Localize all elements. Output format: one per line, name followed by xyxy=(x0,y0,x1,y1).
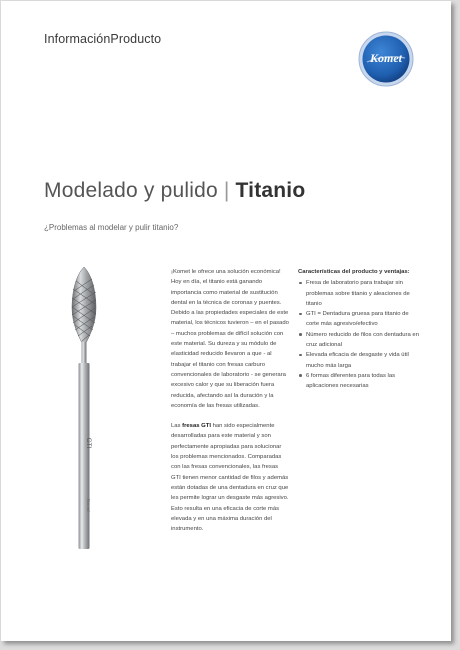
features-column xyxy=(298,267,423,392)
feature-item: 6 formas diferentes para todas las aplicaciones necesarias xyxy=(298,371,423,392)
page-title xyxy=(44,179,305,203)
logo-text: Komet xyxy=(370,51,402,65)
title-accent: Titanio xyxy=(235,179,306,202)
feature-item: Fresa de laboratorio para trabajar sin problemas sobre titanio y aleaciones de titanio xyxy=(298,278,423,309)
shank-brand: Komet xyxy=(86,498,91,512)
feature-item: Elevada eficacia de desgaste y vida útil mucho más larga xyxy=(298,350,423,371)
shank-marking: GTI xyxy=(85,437,92,449)
feature-item: GTI = Dentadura gruesa para titanio de corte más agresivo/efectivo xyxy=(298,309,423,330)
header-title: InformaciónProducto xyxy=(44,32,162,46)
body-paragraph-2: Las fresas GTI han sido especialmente desarrolladas para este material y son perfectamente apropiadas para solucionar los problemas mencionados. Comparadas con las fresas convencionales, las fresas GTI tienen menor cantidad de filos y además están dotadas de una dentadura en cruz que les permite lograr un desgaste más agresivo. Esto resulta en una eficacia de corte más elevada y en una máxima duración del instrumento. xyxy=(171,423,289,533)
komet-logo xyxy=(358,31,414,87)
features-list xyxy=(298,278,423,391)
gti-highlight: fresas GTI xyxy=(182,423,211,430)
body-column xyxy=(171,267,289,544)
gti-bur-image xyxy=(59,263,109,553)
title-separator: | xyxy=(223,179,230,202)
bur-neck xyxy=(82,342,87,364)
features-heading: Características del producto y ventajas: xyxy=(298,269,410,275)
body-paragraph-1: ¡Komet le ofrece una solución económica! Hoy en día, el titanio está ganando importancia como material de sustitución dental en la técnica de coronas y puentes. Debido a las propiedades especiales de este material, los técnicos tuvieron – en el pasado – muchos problemas de difícil solución con este material. Su dureza y su módulo de elasticidad reducido llevaron a que - al trabajar el titanio con fresas carburo convencionales de laboratorio - se generara excesivo calor y que su liberación fuera reducida, afectando así la duración y la economía de las fresas utilizadas. xyxy=(171,269,289,409)
feature-item: Número reducido de filos con dentadura en cruz adicional xyxy=(298,330,423,351)
bur-shank xyxy=(79,363,90,549)
product-sheet-page xyxy=(1,1,451,641)
subtitle: ¿Problemas al modelar y pulir titanio? xyxy=(44,223,179,232)
title-main: Modelado y pulido xyxy=(44,179,218,202)
